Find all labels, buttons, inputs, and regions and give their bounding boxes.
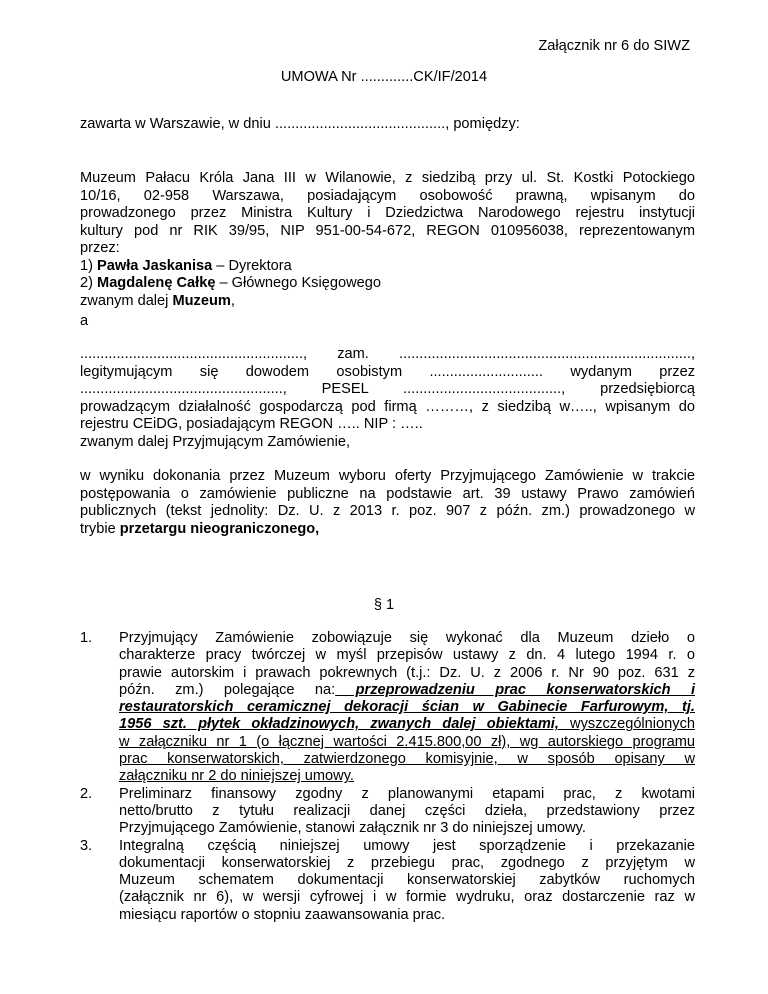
item-line: Integralną częścią niniejszej umowy jest sporządzenie i przekazanie — [119, 837, 695, 854]
procedure-line: postępowania o zamówienie publiczne na podstawie art. 39 ustawy Prawo zamówień — [80, 485, 695, 502]
procedure-line: publicznych (tekst jednolity: Dz. U. z 2013 r. poz. 907 z późn. zm.) prowadzonego w — [80, 503, 695, 519]
list-item — [80, 786, 695, 838]
representative-1: 1) Pawła Jaskanisa – Dyrektora — [80, 257, 292, 274]
contractor-line: prowadzącym działalność gospodarczą pod firmą ………, z siedzibą w….., wpisanym do — [80, 398, 695, 415]
museum-alias: zwanym dalej Muzeum, — [80, 292, 235, 309]
item-line: Przyjmującego Zamówienie, stanowi załącznik nr 3 do niniejszej umowy. — [119, 820, 586, 837]
item-line: Przyjmujący Zamówienie zobowiązuje się wykonać dla Muzeum dzieło o — [119, 630, 695, 646]
and-separator: a — [80, 313, 89, 329]
item-line: netto/brutto z tytułu realizacji danej części dzieła, przedstawiony przez — [119, 802, 695, 819]
section-heading: § 1 — [373, 597, 395, 613]
item-number: 1. — [80, 630, 93, 646]
attachment-label: Załącznik nr 6 do SIWZ — [538, 38, 690, 54]
contractor-line: legitymującym się dowodem osobistym ............................ wydanym przez — [80, 363, 695, 380]
procedure-line: trybie przetargu nieograniczonego, — [80, 520, 320, 537]
list-item — [80, 838, 695, 924]
contractor-line: zwanym dalej Przyjmującym Zamówienie, — [80, 433, 351, 450]
contractor-line: rejestru CEiDG, posiadającym REGON ….. NIP : ….. — [80, 416, 423, 432]
museum-line: przez: — [80, 240, 120, 256]
item-line: 1956 szt. płytek okładzinowych, zwanych dalej obiektami, wyszczególnionych — [119, 716, 695, 733]
item-number: 3. — [80, 837, 93, 854]
representative-2: 2) Magdalenę Całkę – Głównego Księgowego — [80, 275, 381, 291]
procedure-line: w wyniku dokonania przez Muzeum wyboru oferty Przyjmującego Zamówienie w trakcie — [80, 468, 695, 484]
museum-line: Muzeum Pałacu Króla Jana III w Wilanowie, z siedzibą przy ul. St. Kostki Potockiego — [80, 170, 695, 186]
contractor-line: ......................................................., zam. ........................................................................, — [80, 346, 695, 362]
item-line: charakterze pracy twórczej w myśl przepisów ustawy z dn. 4 lutego 1994 r. o — [119, 647, 695, 664]
item-line: późn. zm.) polegające na: przeprowadzeniu prac konserwatorskich i — [119, 681, 695, 698]
item-line: miesiącu raportów o stopniu zaawansowania prac. — [119, 906, 446, 923]
item-line: prac konserwatorskich, zatwierdzonego komisyjnie, w sposób opisany w — [119, 751, 695, 768]
museum-line: 10/16, 02-958 Warszawa, posiadającym osobowość prawną, wpisanym do — [80, 187, 695, 204]
intro-line: zawarta w Warszawie, w dniu .........................................., pomiędzy: — [80, 116, 520, 132]
item-line: w załączniku nr 1 (o łącznej wartości 2.415.800,00 zł), wg autorskiego programu — [119, 733, 695, 750]
museum-line: kultury pod nr RIK 39/95, NIP 951-00-54-672, REGON 010956038, reprezentowanym — [80, 222, 695, 239]
procedure-paragraph — [80, 468, 695, 538]
item-line: prawie autorskim i prawach pokrewnych (t.j.: Dz. U. z 2006 r. Nr 90 poz. 631 z — [119, 664, 695, 681]
item-number: 2. — [80, 785, 93, 802]
item-line: Preliminarz finansowy zgodny z planowanymi etapami prac, z kwotami — [119, 785, 695, 802]
contractor-line: .................................................., PESEL ......................................., przedsiębiorcą — [80, 381, 695, 397]
museum-paragraph — [80, 170, 695, 310]
item-line: restauratorskich ceramicznej dekoracji ścian w Gabinecie Farfurowym, tj. — [119, 699, 695, 716]
contract-title: UMOWA Nr .............CK/IF/2014 — [280, 69, 488, 85]
list-item — [80, 630, 695, 786]
contractor-paragraph — [80, 346, 695, 451]
item-line: (załącznik nr 6), w wersji cyfrowej i w formie wydruku, oraz dostarczenie raz w — [119, 889, 695, 906]
item-line: załączniku nr 2 do niniejszej umowy. — [119, 768, 354, 785]
museum-line: prowadzonego przez Ministra Kultury i Dziedzictwa Narodowego rejestru instytucji — [80, 205, 695, 221]
section-1-list — [80, 630, 695, 924]
item-line: dokumentacji konserwatorskiej z przebiegu prac, zgodnego z przyjętym w — [119, 854, 695, 871]
item-line: Muzeum schematem dokumentacji konserwatorskiej zabytków ruchomych — [119, 872, 695, 889]
